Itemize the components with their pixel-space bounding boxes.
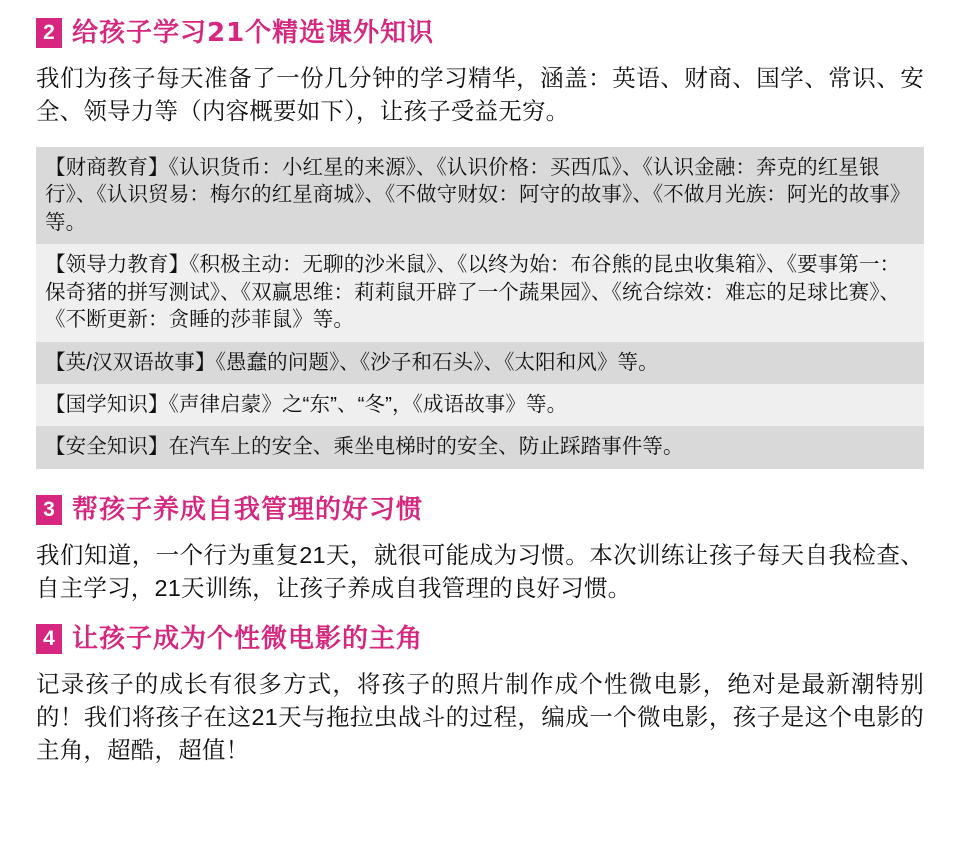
section-paragraph-4: 记录孩子的成长有很多方式，将孩子的照片制作成个性微电影，绝对是最新潮特别的！我们将孩子在这21天与拖拉虫战斗的过程，编成一个微电影，孩子是这个电影的主角，超酷，超值！ bbox=[36, 670, 924, 764]
knowledge-row-leadership: 【领导力教育】《积极主动：无聊的沙米鼠》、《以终为始：布谷熊的昆虫收集箱》、《要事第一：保奇猪的拼写测试》、《双赢思维：莉莉鼠开辟了一个蔬果园》、《统合综效：难忘的足球比赛》、《不断更新：贪睡的莎菲鼠》等。 bbox=[36, 244, 924, 341]
section-number-badge-4: 4 bbox=[36, 624, 62, 654]
section-title-3: 帮孩子养成自我管理的好习惯 bbox=[72, 494, 424, 525]
section-number-badge-2: 2 bbox=[36, 18, 62, 48]
section-heading-4 bbox=[36, 624, 924, 654]
section-heading-3 bbox=[36, 495, 924, 525]
section-heading-2 bbox=[36, 18, 924, 48]
knowledge-row-sinology: 【国学知识】《声律启蒙》之“东”、“冬”，《成语故事》等。 bbox=[36, 384, 924, 426]
section-title-2: 给孩子学习21个精选课外知识 bbox=[72, 18, 435, 48]
knowledge-row-financial: 【财商教育】《认识货币：小红星的来源》、《认识价格：买西瓜》、《认识金融：奔克的红星银行》、《认识贸易：梅尔的红星商城》、《不做守财奴：阿守的故事》、《不做月光族：阿光的故事》等。 bbox=[36, 147, 924, 244]
section-title-4: 让孩子成为个性微电影的主角 bbox=[72, 623, 424, 654]
knowledge-row-bilingual: 【英/汉双语故事】《愚蠢的问题》、《沙子和石头》、《太阳和风》等。 bbox=[36, 342, 924, 384]
section-paragraph-3: 我们知道，一个行为重复21天，就很可能成为习惯。本次训练让孩子每天自我检查、自主学习，21天训练，让孩子养成自我管理的良好习惯。 bbox=[36, 541, 924, 602]
knowledge-row-safety: 【安全知识】在汽车上的安全、乘坐电梯时的安全、防止踩踏事件等。 bbox=[36, 426, 924, 468]
knowledge-list bbox=[36, 147, 924, 469]
section-number-badge-3: 3 bbox=[36, 495, 62, 525]
section-paragraph-2: 我们为孩子每天准备了一份几分钟的学习精华，涵盖：英语、财商、国学、常识、安全、领导力等（内容概要如下），让孩子受益无穷。 bbox=[36, 65, 924, 125]
